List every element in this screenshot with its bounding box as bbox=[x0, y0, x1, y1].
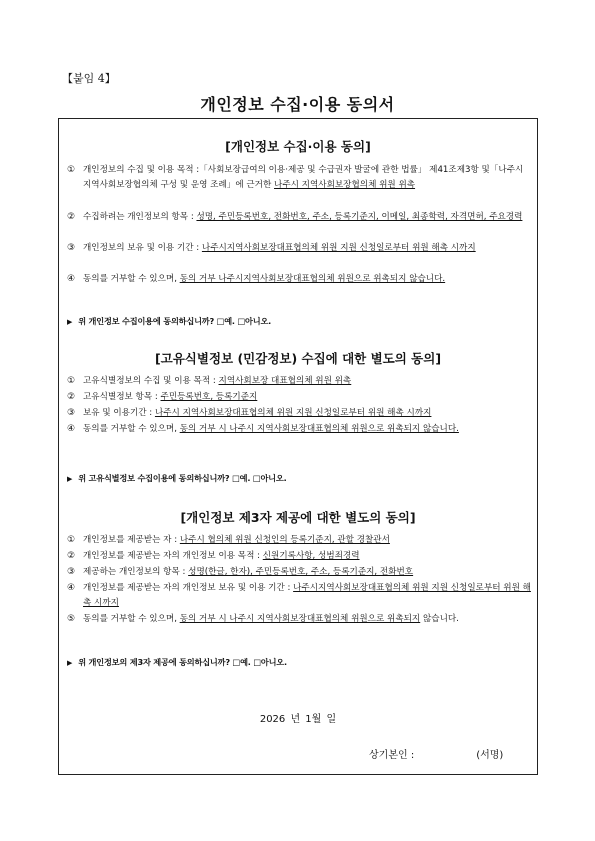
item-text: 수집하려는 개인정보의 항목 : bbox=[83, 212, 197, 222]
unique-id-item-3 bbox=[67, 406, 531, 421]
item-number: ② bbox=[67, 392, 76, 402]
third-party-item-3 bbox=[67, 565, 531, 580]
consent-form-frame bbox=[58, 118, 538, 775]
document-title: 개인정보 수집·이용 동의서 bbox=[200, 95, 395, 114]
item-underlined-text: 나주시지역사회보장대표협의체 위원 지원 신청일로부터 위원 해촉 시까지 bbox=[83, 583, 531, 608]
item-text: 개인정보의 수집 및 이용 목적 :「사회보장급여의 이용·제공 및 수급권자 발굴에 관한 법률」 제41조제3항 및「나주시 지역사회보장협의체 구성 및 운영 조례」에 근거한 bbox=[83, 165, 524, 190]
question-text: 위 개인정보의 제3자 제공에 동의하십니까? □예. □아니오. bbox=[78, 657, 287, 667]
item-underlined-text: 성명(한글, 한자), 주민등록번호, 주소, 등록기준지, 전화번호 bbox=[188, 567, 414, 577]
item-text: 동의를 거부할 수 있으며, bbox=[83, 614, 180, 624]
item-text: 개인정보의 보유 및 이용 기간 : bbox=[83, 243, 202, 253]
item-underlined-text: 신원기록사항, 성범죄경력 bbox=[262, 551, 360, 561]
item-underlined-text: 나주시 협의체 위원 신청인의 등록기준지, 관할 경찰관서 bbox=[179, 535, 390, 545]
triangle-bullet-icon: ▶ bbox=[67, 659, 73, 667]
third-party-item-2 bbox=[67, 549, 531, 564]
unique-id-item-2 bbox=[67, 390, 531, 405]
unique-id-item-1 bbox=[67, 374, 531, 389]
item-underlined-text: 동의 거부 시 나주시 지역사회보장대표협의체 위원으로 위촉되지 않습니다. bbox=[179, 424, 459, 434]
date-line: 2026 년 1월 일 bbox=[259, 714, 337, 725]
unique-id-consent-question[interactable] bbox=[67, 473, 286, 484]
attachment-label: 【붙임 4】 bbox=[62, 72, 116, 85]
section-title-unique-id: [고유식별정보 (민감정보) 수집에 대한 별도의 동의] bbox=[154, 351, 442, 366]
third-party-item-1 bbox=[67, 533, 531, 548]
item-text: 고유식별정보 항목 : bbox=[83, 392, 161, 402]
third-party-consent-question[interactable] bbox=[67, 657, 287, 668]
item-number: ② bbox=[67, 212, 76, 222]
item-text: 동의를 거부할 수 있으며, bbox=[83, 274, 180, 284]
item-underlined-text: 나주시 지역사회보장협의체 위원 위촉 bbox=[274, 180, 416, 190]
item-number: ④ bbox=[67, 583, 76, 593]
personal-item-1 bbox=[67, 163, 531, 193]
item-underlined-text: 나주시 지역사회보장대표협의체 위원 지원 신청일로부터 위원 해촉 시까지 bbox=[154, 408, 432, 418]
signature-mark: (서명) bbox=[476, 750, 504, 761]
item-number: ① bbox=[67, 535, 76, 545]
question-text: 위 개인정보 수집이용에 동의하십니까? □예. □아니오. bbox=[78, 316, 272, 326]
personal-item-2 bbox=[67, 210, 531, 225]
item-number: ② bbox=[67, 551, 76, 561]
third-party-item-5 bbox=[67, 612, 531, 627]
section-title-personal: [개인정보 수집·이용 동의] bbox=[225, 139, 371, 154]
item-underlined-text: 주민등록번호, 등록기준지 bbox=[160, 392, 258, 402]
item-underlined-text: 동의 거부 시 나주시 지역사회보장대표협의체 위원으로 위촉되지 bbox=[179, 614, 421, 624]
item-number: ③ bbox=[67, 408, 76, 418]
item-number: ① bbox=[67, 376, 76, 386]
item-underlined-text: 동의 거부 나주시지역사회보장대표협의체 위원으로 위촉되지 않습니다. bbox=[179, 274, 446, 284]
item-text: 개인정보를 제공받는 자의 개인정보 보유 및 이용 기간 : bbox=[83, 583, 294, 593]
item-underlined-text: 성명, 주민등록번호, 전화번호, 주소, 등록기준지, 이메일, 최종학력, 자격면허, 주요경력 bbox=[196, 212, 523, 222]
section-title-third-party: [개인정보 제3자 제공에 대한 별도의 동의] bbox=[180, 510, 416, 525]
item-tail-text: 않습니다. bbox=[420, 614, 459, 624]
item-text: 보유 및 이용기간 : bbox=[83, 408, 155, 418]
item-number: ④ bbox=[67, 424, 76, 434]
third-party-item-4 bbox=[67, 581, 531, 611]
item-number: ① bbox=[67, 165, 76, 175]
triangle-bullet-icon: ▶ bbox=[67, 318, 73, 326]
item-number: ③ bbox=[67, 243, 76, 253]
personal-item-4 bbox=[67, 272, 531, 287]
triangle-bullet-icon: ▶ bbox=[67, 475, 73, 483]
signature-line[interactable] bbox=[369, 746, 503, 761]
item-text: 제공하는 개인정보의 항목 : bbox=[83, 567, 189, 577]
item-text: 개인정보를 제공받는 자의 개인정보 이용 목적 : bbox=[83, 551, 263, 561]
personal-item-3 bbox=[67, 241, 531, 256]
signature-label: 상기본인 : bbox=[369, 750, 415, 761]
item-number: ⑤ bbox=[67, 614, 76, 624]
item-underlined-text: 나주시지역사회보장대표협의체 위원 지원 신청일로부터 위원 해촉 시까지 bbox=[201, 243, 476, 253]
item-number: ④ bbox=[67, 274, 76, 284]
item-text: 개인정보를 제공받는 자 : bbox=[83, 535, 180, 545]
item-text: 동의를 거부할 수 있으며, bbox=[83, 424, 180, 434]
unique-id-item-4 bbox=[67, 422, 531, 437]
item-underlined-text: 지역사회보장 대표협의체 위원 위촉 bbox=[218, 376, 352, 386]
item-number: ③ bbox=[67, 567, 76, 577]
question-text: 위 고유식별정보 수집이용에 동의하십니까? □예. □아니오. bbox=[78, 473, 287, 483]
personal-consent-question[interactable] bbox=[67, 316, 271, 327]
item-text: 고유식별정보의 수집 및 이용 목적 : bbox=[83, 376, 219, 386]
